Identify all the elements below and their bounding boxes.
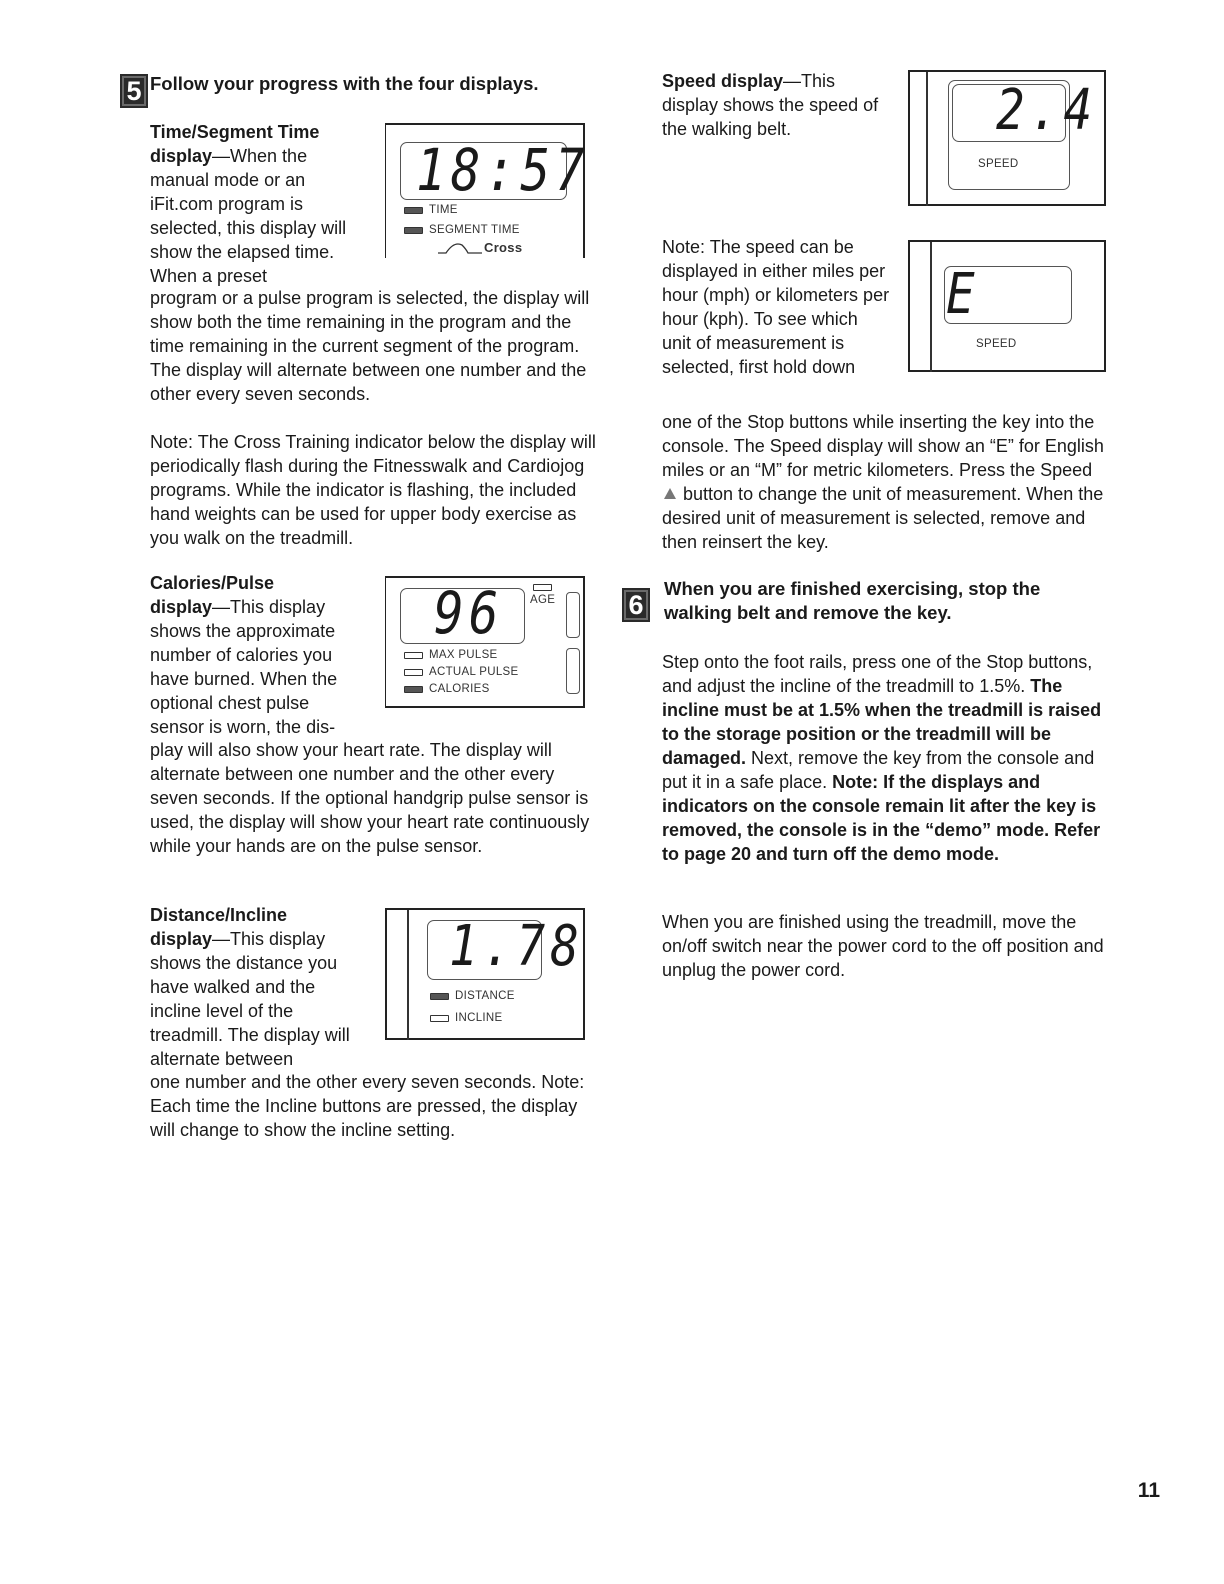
distance-section-intro: Distance/Incline display—This display shows the distance you have walked and the incline level of the treadmill. The display will alternate between	[150, 905, 350, 1069]
triangle-up-icon	[664, 488, 676, 499]
step-5-number: 5	[120, 74, 148, 108]
actual-pulse-indicator-icon	[404, 669, 423, 676]
speed-unit-label: SPEED	[976, 338, 1017, 350]
age-label: AGE	[530, 584, 555, 607]
side-bracket-top	[566, 592, 580, 638]
time-display-figure	[385, 123, 590, 258]
incline-indicator-icon	[430, 1015, 449, 1022]
distance-display-digits: 1.78	[449, 914, 585, 979]
calories-section-body: play will also show your heart rate. The display will alternate between one number and the other every seven seconds. If the optional handgrip pulse sensor is used, the display will show your heart rate continuously while your hands are on the pulse sensor.	[150, 740, 590, 856]
segment-time-label: SEGMENT TIME	[404, 223, 520, 237]
calories-indicator-icon	[404, 686, 423, 693]
distance-indicator-icon	[430, 993, 449, 1000]
side-bracket-bottom	[566, 648, 580, 694]
cross-training-icon	[436, 241, 484, 255]
time-display-digits: 18:57	[416, 136, 590, 204]
time-indicator-icon	[404, 207, 423, 214]
speed-note-wrap: Note: The speed can be displayed in either miles per hour (mph) or kilometers per hour (kph). To see which unit of measurement is selected, first hold down	[662, 237, 890, 377]
speed-section-intro: Speed display—This display shows the speed of the walking belt.	[662, 71, 879, 139]
step-6-paragraph-2: When you are finished using the treadmill, move the on/off switch near the power cord to the off position and unplug the power cord.	[662, 912, 1104, 980]
distance-section-body: one number and the other every seven seconds. Note: Each time the Incline buttons are pressed, the display will change to show the incline setting.	[150, 1072, 585, 1140]
speed-display-figure	[908, 70, 1106, 206]
calories-display-digits: 96	[434, 579, 504, 647]
max-pulse-indicator-icon	[404, 652, 423, 659]
cross-training-note: Note: The Cross Training indicator below the display will periodically flash during the Fitnesswalk and Cardiojog programs. While the indicator is flashing, the included hand weights can be used for upper body exercise as you walk on the treadmill.	[150, 432, 596, 548]
speed-display-digits: 2.4	[996, 78, 1098, 143]
frame-divider	[926, 72, 928, 206]
step-6-paragraph-1: Step onto the foot rails, press one of the Stop buttons, and adjust the incline of the treadmill to 1.5%. The incline must be at 1.5% when the treadmill is raised to the storage position or the treadmill will be damaged. Next, remove the key from the console and put it in a safe place. Note: If the displays and indicators on the console remain lit after the key is removed, the console is in the “demo” mode. Refer to page 20 and turn off the demo mode.	[662, 652, 1102, 864]
time-section-intro: Time/Segment Time display—When the manual mode or an iFit.com program is selected, this display will show the elapsed time. When a preset	[150, 122, 347, 286]
page-number: 11	[1137, 1479, 1160, 1502]
calories-section-intro: Calories/Pulse display—This display shows the approximate number of calories you have burned. When the optional chest pulse sensor is worn, the dis-	[150, 573, 338, 737]
cross-training-label: Cross	[436, 241, 522, 255]
frame-divider	[407, 910, 409, 1040]
time-label: TIME	[404, 203, 458, 217]
incline-label: INCLINE	[430, 1011, 502, 1025]
step-5-heading: Follow your progress with the four displays.	[150, 73, 539, 94]
step-6-heading: When you are finished exercising, stop the walking belt and remove the key.	[664, 578, 1041, 623]
speed-unit-display-figure	[908, 240, 1106, 372]
speed-note-rest: one of the Stop buttons while inserting the key into the console. The Speed display will show an “E” for English miles or an “M” for metric kilometers. Press the Speed button to change the unit of measurement. When the desired unit of measurement is selected, remove and then reinsert the key.	[662, 412, 1104, 552]
distance-label: DISTANCE	[430, 989, 515, 1003]
calories-label: CALORIES	[404, 682, 490, 696]
calories-display-figure	[385, 576, 585, 708]
age-indicator-icon	[533, 584, 552, 591]
speed-unit-digit: E	[946, 262, 980, 327]
time-section-body: program or a pulse program is selected, the display will show both the time remaining in the program and the time remaining in the current segment of the program. The display will alternate between one number and the other every seven seconds.	[150, 288, 590, 404]
frame-divider	[930, 242, 932, 372]
distance-display-figure	[385, 908, 585, 1040]
segment-time-indicator-icon	[404, 227, 423, 234]
speed-label: SPEED	[978, 158, 1019, 170]
actual-pulse-label: ACTUAL PULSE	[404, 665, 518, 679]
max-pulse-label: MAX PULSE	[404, 648, 498, 662]
step-6-number: 6	[622, 588, 650, 622]
